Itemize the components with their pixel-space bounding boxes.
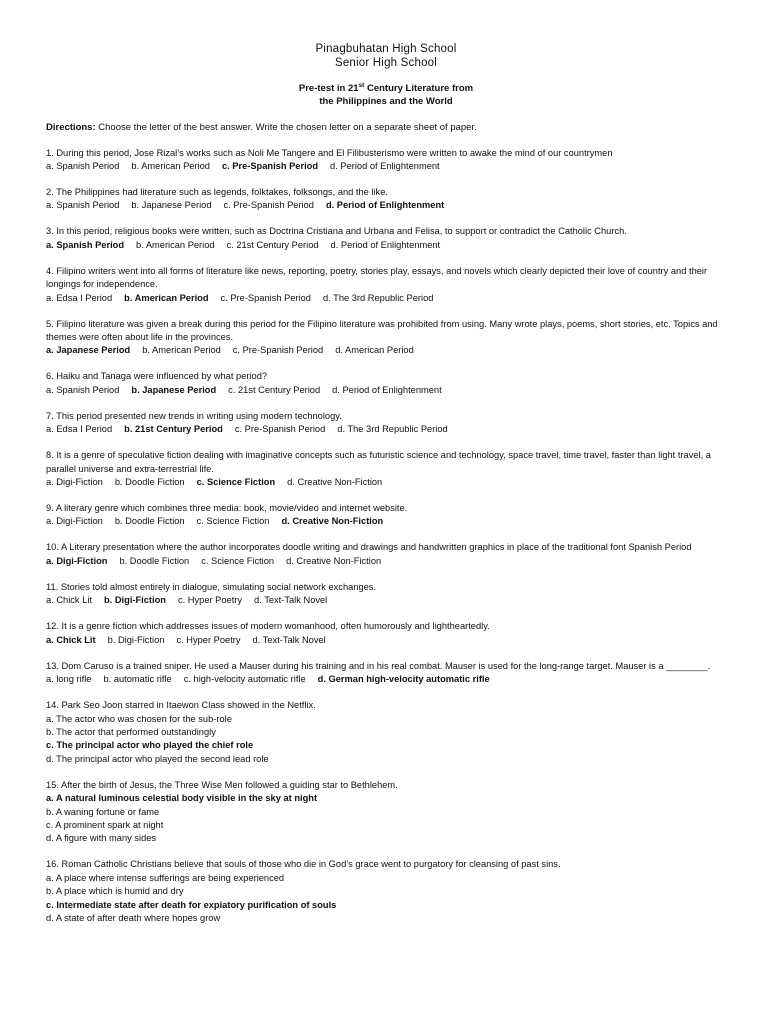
option-c: c. Intermediate state after death for expiatory purification of souls xyxy=(46,899,337,910)
options-row xyxy=(46,384,726,397)
question-stem: 13. Dom Caruso is a trained sniper. He used a Mauser during his training and in his real combat. Mauser is used for the long-range target. Mauser is a ________. xyxy=(46,660,711,671)
worksheet-page xyxy=(46,42,726,925)
question-13 xyxy=(46,660,726,687)
directions xyxy=(46,122,726,134)
option-a: a. A natural luminous celestial body visible in the sky at night xyxy=(46,793,318,804)
option-a: a. Digi-Fiction xyxy=(46,516,103,527)
option-c: c. Pre-Spanish Period xyxy=(234,424,326,435)
question-8 xyxy=(46,449,726,489)
option-c: c. A prominent spark at night xyxy=(46,819,164,830)
option-b: b. 21st Century Period xyxy=(124,424,223,435)
question-stem: 7. This period presented new trends in writing using modern technology. xyxy=(46,410,342,421)
option-d: d. The principal actor who played the second lead role xyxy=(46,753,269,764)
option-b: b. A waning fortune or fame xyxy=(46,806,160,817)
directions-label: Directions: xyxy=(46,122,96,133)
option-c: c. 21st Century Period xyxy=(228,384,321,395)
question-12 xyxy=(46,620,726,647)
question-stem: 12. It is a genre fiction which addresses issues of modern womanhood, often humorously and lightheartedly. xyxy=(46,621,490,632)
question-10 xyxy=(46,541,726,568)
option-b: b. American Period xyxy=(131,161,210,171)
option-c: c. Pre-Spanish Period xyxy=(220,292,311,303)
option-a: a. Digi-Fiction xyxy=(46,555,108,566)
option-b: b. American Period xyxy=(142,345,221,356)
options-row xyxy=(46,594,726,607)
options-row xyxy=(46,344,726,357)
option-b: b. automatic rifle xyxy=(103,674,172,685)
option-b: b. American Period xyxy=(136,239,215,250)
question-list xyxy=(46,147,726,926)
question-stem: 3. In this period, religious books were written, such as Doctrina Cristiana and Urbana and Felisa, to support or contradict the Catholic Church. xyxy=(46,226,627,237)
question-stem: 8. It is a genre of speculative fiction dealing with imaginative concepts such as futuristic science and technology, space travel, time travel, faster than light travel, a parallel universe and extra-terrestrial life. xyxy=(46,450,711,474)
option-b: b. The actor that performed outstandingly xyxy=(46,726,216,737)
option-c: c. Hyper Poetry xyxy=(176,634,241,645)
question-stem: 1. During this period, Jose Rizal’s works such as Noli Me Tangere and El Filibusterismo were written to awake the mind of our countrymen xyxy=(46,147,613,158)
question-stem: 2. The Philippines had literature such as legends, folktakes, folksongs, and the like. xyxy=(46,187,388,197)
options-row xyxy=(46,515,726,528)
option-a: a. Edsa I Period xyxy=(46,424,113,435)
option-d: d. German high-velocity automatic rifle xyxy=(317,674,490,685)
option-b: b. American Period xyxy=(124,292,209,303)
option-d: d. Creative Non-Fiction xyxy=(287,477,383,488)
option-a: a. Spanish Period xyxy=(46,161,120,171)
option-c: c. Hyper Poetry xyxy=(177,595,243,606)
option-d: d. Period of Enlightenment xyxy=(330,239,441,250)
question-16 xyxy=(46,858,726,925)
options-row xyxy=(46,160,726,173)
option-b: b. A place which is humid and dry xyxy=(46,886,184,897)
options-row xyxy=(46,423,726,436)
test-title xyxy=(46,82,726,95)
option-b: b. Japanese Period xyxy=(131,200,212,211)
question-stem: 10. A Literary presentation where the author incorporates doodle writing and drawings and handwritten graphics in place of the traditional font Spanish Period xyxy=(46,542,692,553)
option-d: d. Text-Talk Novel xyxy=(254,595,328,606)
option-c: c. Science Fiction xyxy=(196,477,276,488)
option-d: d. Creative Non-Fiction xyxy=(281,516,384,527)
question-14 xyxy=(46,699,726,766)
question-stem: 11. Stories told almost entirely in dialogue, simulating social network exchanges. xyxy=(46,581,377,592)
option-d: d. Period of Enlightenment xyxy=(332,384,442,395)
question-stem: 9. A literary genre which combines three media: book, movie/video and internet website. xyxy=(46,503,408,514)
question-11 xyxy=(46,581,726,608)
option-d: d. Creative Non-Fiction xyxy=(286,555,382,566)
option-a: a. Spanish Period xyxy=(46,200,120,211)
options-row xyxy=(46,476,726,489)
options-row xyxy=(46,199,726,212)
option-b: b. Doodle Fiction xyxy=(114,516,185,527)
options-row xyxy=(46,634,726,647)
option-d: d. The 3rd Republic Period xyxy=(337,424,448,435)
question-stem: 14. Park Seo Joon starred in Itaewon Class showed in the Netflix. xyxy=(46,700,316,711)
directions-text: Choose the letter of the best answer. Write the chosen letter on a separate sheet of paper. xyxy=(95,122,477,133)
options-row xyxy=(46,673,726,686)
option-c: c. Pre-Spanish Period xyxy=(232,345,324,356)
option-d: d. Period of Enlightenment xyxy=(325,200,445,211)
option-a: a. Spanish Period xyxy=(46,384,120,395)
test-title-part-a: Pre-test in 21 xyxy=(298,83,359,94)
option-a: a. Chick Lit xyxy=(46,634,96,645)
options-row xyxy=(46,239,726,252)
question-2 xyxy=(46,186,726,213)
option-a: a. Spanish Period xyxy=(46,239,125,250)
option-a: a. long rifle xyxy=(46,674,92,685)
option-a: a. Edsa I Period xyxy=(46,292,113,303)
option-d: d. A figure with many sides xyxy=(46,833,157,844)
question-stem: 5. Filipino literature was given a break during this period for the Filipino literature was prohibited from using. Many wrote plays, poems, short stories, etc. Topics and themes were often about life in the provinces. xyxy=(46,318,718,343)
option-c: c. Pre-Spanish Period xyxy=(221,161,319,171)
question-7 xyxy=(46,410,726,437)
question-stem: 16. Roman Catholic Christians believe that souls of those who die in God’s grace went to purgatory for cleansing of past sins. xyxy=(46,859,561,870)
options-row xyxy=(46,555,726,568)
question-9 xyxy=(46,502,726,529)
option-a: a. Japanese Period xyxy=(46,345,131,356)
option-c: c. 21st Century Period xyxy=(226,239,319,250)
test-title-part-b: Century Literature from xyxy=(364,83,474,94)
question-stem: 15. After the birth of Jesus, the Three Wise Men followed a guiding star to Bethlehem. xyxy=(46,779,398,790)
test-title-line-2: the Philippines and the World xyxy=(319,96,453,107)
option-c: c. Science Fiction xyxy=(196,516,270,527)
option-c: c. high-velocity automatic rifle xyxy=(183,674,306,685)
question-15 xyxy=(46,779,726,846)
option-d: d. Period of Enlightenment xyxy=(330,161,440,171)
option-c: c. The principal actor who played the chief role xyxy=(46,740,254,751)
test-title-superscript: st xyxy=(358,81,365,89)
option-b: b. Japanese Period xyxy=(131,384,217,395)
option-c: c. Pre-Spanish Period xyxy=(223,200,314,211)
option-b: b. Digi-Fiction xyxy=(104,595,166,606)
question-5 xyxy=(46,318,726,358)
option-a: a. A place where intense sufferings are being experienced xyxy=(46,872,285,883)
option-b: b. Doodle Fiction xyxy=(119,555,190,566)
question-6 xyxy=(46,370,726,397)
question-4 xyxy=(46,265,726,305)
option-c: c. Science Fiction xyxy=(201,555,275,566)
option-a: a. The actor who was chosen for the sub-role xyxy=(46,713,232,724)
option-d: d. American Period xyxy=(335,345,414,356)
option-b: b. Digi-Fiction xyxy=(107,634,165,645)
option-b: b. Doodle Fiction xyxy=(114,477,185,488)
question-1 xyxy=(46,147,726,174)
question-stem: 6. Haiku and Tanaga were influenced by what period? xyxy=(46,371,268,382)
option-d: d. A state of after death where hopes grow xyxy=(46,912,221,923)
question-stem: 4. Filipino writers went into all forms of literature like news, reporting, poetry, stories play, essays, and novels which clearly depicted their love of country and their longings for independence. xyxy=(46,265,708,290)
option-d: d. Text-Talk Novel xyxy=(252,634,326,645)
question-3 xyxy=(46,225,726,252)
school-name: Pinagbuhatan High School xyxy=(315,43,457,55)
option-a: a. Digi-Fiction xyxy=(46,477,103,488)
option-a: a. Chick Lit xyxy=(46,595,92,606)
school-level: Senior High School xyxy=(334,57,438,69)
option-d: d. The 3rd Republic Period xyxy=(322,292,434,303)
options-row xyxy=(46,292,726,305)
